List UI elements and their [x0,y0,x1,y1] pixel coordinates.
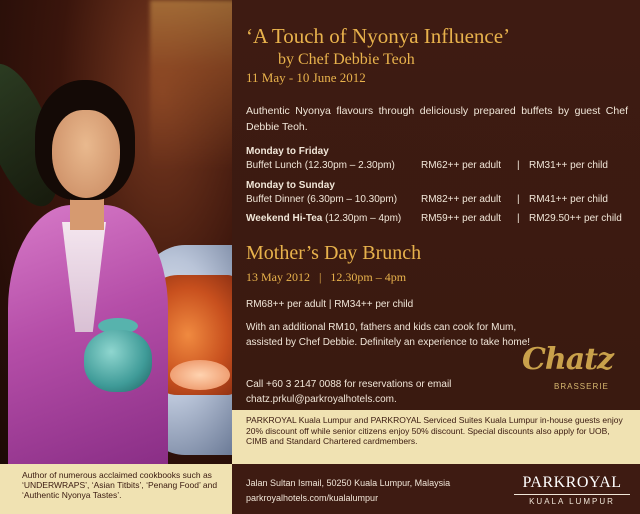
hotel-address: Jalan Sultan Ismail, 50250 Kuala Lumpur, Malaysia [246,478,451,488]
child-price: RM31++ per child [529,160,608,171]
footer [232,464,640,514]
hotel-website: parkroyalhotels.com/kualalumpur [246,493,379,503]
meal-label: Buffet Dinner [246,194,305,205]
adult-price: RM82++ per adult [421,194,502,205]
schedule-days-label: Monday to Friday [246,146,329,157]
brand-name: PARKROYAL [522,474,622,491]
child-price: RM41++ per child [529,194,608,205]
schedule-row [246,194,636,208]
schedule-row [246,213,636,227]
brunch-title: Mother’s Day Brunch [246,242,422,264]
meal-time: (12.30pm – 2.30pm) [304,160,395,171]
promo-banner [232,410,640,464]
price-separator: | [517,194,520,205]
chatz-logo [522,342,612,394]
feature-title: ‘A Touch of Nyonya Influence’ [246,24,511,48]
prawn [170,360,230,390]
caption-text: Author of numerous acclaimed cookbooks such as ‘UNDERWRAPS’, ‘Asian Titbits’, ‘Penang Food’ and ‘Authentic Nyonya Tastes’. [22,470,218,500]
promo-text: PARKROYAL Kuala Lumpur and PARKROYAL Serviced Suites Kuala Lumpur in-house guests enjoy 20% discount off while senior citizens enjoy 50% discount. Special discounts also apply for UOB, CIMB and Standard Chartered cardmembers. [246,415,623,446]
meal-time: (12.30pm – 4pm) [325,213,402,224]
schedule-days-label: Monday to Sunday [246,180,335,191]
logo-name: Chatz [522,342,614,377]
lamp-glow [150,0,232,170]
brunch-time: 12.30pm – 4pm [330,270,407,284]
chef-caption [0,464,232,514]
parkroyal-logo [514,474,630,506]
meal-time: (6.30pm – 10.30pm) [306,194,398,205]
reservation-email: chatz.prkul@parkroyalhotels.com. [246,394,397,405]
reservation-info [246,377,451,407]
schedule-days [246,180,335,191]
brand-divider [514,494,630,495]
chef-photo [0,0,232,464]
feature-dates: 11 May - 10 June 2012 [246,70,366,85]
brand-city: KUALA LUMPUR [529,497,615,506]
brunch-date [246,270,406,285]
nyonya-pot [84,330,152,392]
price-separator: | [517,160,520,171]
adult-price: RM62++ per adult [421,160,502,171]
meal-label: Buffet Lunch [246,160,302,171]
content-panel [232,0,640,410]
reservation-phone: Call +60 3 2147 0088 for reservations or email [246,379,452,390]
brunch-price: RM68++ per adult | RM34++ per child [246,299,414,310]
feature-intro: Authentic Nyonya flavours through deliciously prepared buffets by guest Chef Debbie Teoh. [246,105,628,133]
brunch-date-value: 13 May 2012 [246,270,310,284]
schedule-days [246,146,329,157]
brunch-text: With an additional RM10, fathers and kids can cook for Mum, assisted by Chef Debbie. Definitely an experience to take home! [246,322,531,348]
adult-price: RM59++ per adult [421,213,502,224]
brunch-separator: | [319,270,322,284]
schedule-row [246,160,636,174]
face [52,110,120,198]
price-separator: | [517,213,520,224]
logo-sub: BRASSERIE [554,382,609,391]
meal-label: Weekend Hi-Tea [246,213,323,224]
feature-subtitle: by Chef Debbie Teoh [278,51,415,68]
child-price: RM29.50++ per child [529,213,622,224]
